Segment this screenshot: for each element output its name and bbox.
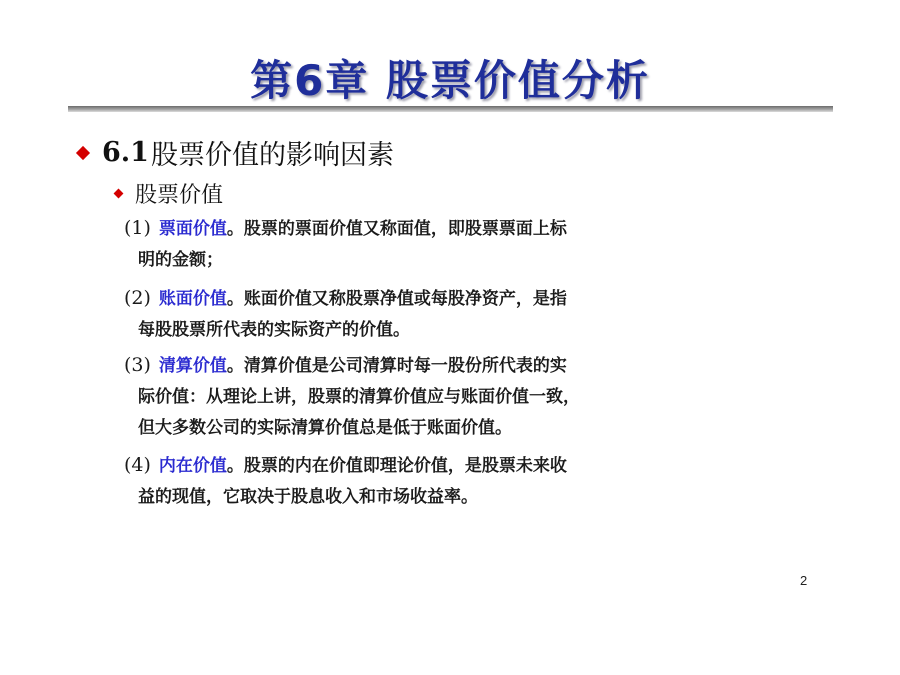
item-label: (1)	[124, 217, 151, 239]
item-term: 账面价值	[158, 289, 227, 309]
list-item	[124, 283, 804, 346]
item-text: 每股股票所代表的实际资产的价值。	[138, 320, 410, 340]
item-text: 。股票的内在价值即理论价值，是股票未来收	[226, 456, 567, 476]
item-text: 。账面价值又称股票净值或每股净资产，是指	[226, 289, 567, 309]
list-item	[124, 450, 804, 513]
item-label: (2)	[124, 287, 151, 309]
item-term: 票面价值	[158, 219, 227, 239]
item-term: 内在价值	[158, 456, 227, 476]
item-text: 明的金额；	[138, 250, 223, 270]
item-text: 。清算价值是公司清算时每一股份所代表的实	[226, 356, 567, 376]
item-text: 但大多数公司的实际清算价值总是低于账面价值。	[138, 418, 512, 438]
title-divider	[68, 106, 833, 112]
item-text: 。股票的票面价值又称面值，即股票票面上标	[226, 219, 567, 239]
list-item	[124, 350, 804, 444]
subsection-title: 股票价值	[135, 183, 224, 208]
item-text: 益的现值，它取决于股息收入和市场收益率。	[138, 487, 478, 507]
slide-title: 第6章 股票价值分析	[250, 56, 650, 105]
section-number: 6.1	[102, 137, 149, 168]
list-item	[124, 213, 804, 276]
diamond-bullet-icon	[76, 145, 90, 159]
subsection-heading	[112, 178, 223, 209]
item-text: 际价值：从理论上讲，股票的清算价值应与账面价值一致，	[138, 387, 580, 407]
section-heading	[70, 133, 394, 172]
diamond-bullet-icon	[114, 189, 124, 199]
section-title: 股票价值的影响因素	[150, 140, 394, 171]
item-term: 清算价值	[158, 356, 227, 376]
item-label: (3)	[124, 354, 151, 376]
page-number: 2	[800, 573, 808, 588]
item-label: (4)	[124, 454, 151, 476]
